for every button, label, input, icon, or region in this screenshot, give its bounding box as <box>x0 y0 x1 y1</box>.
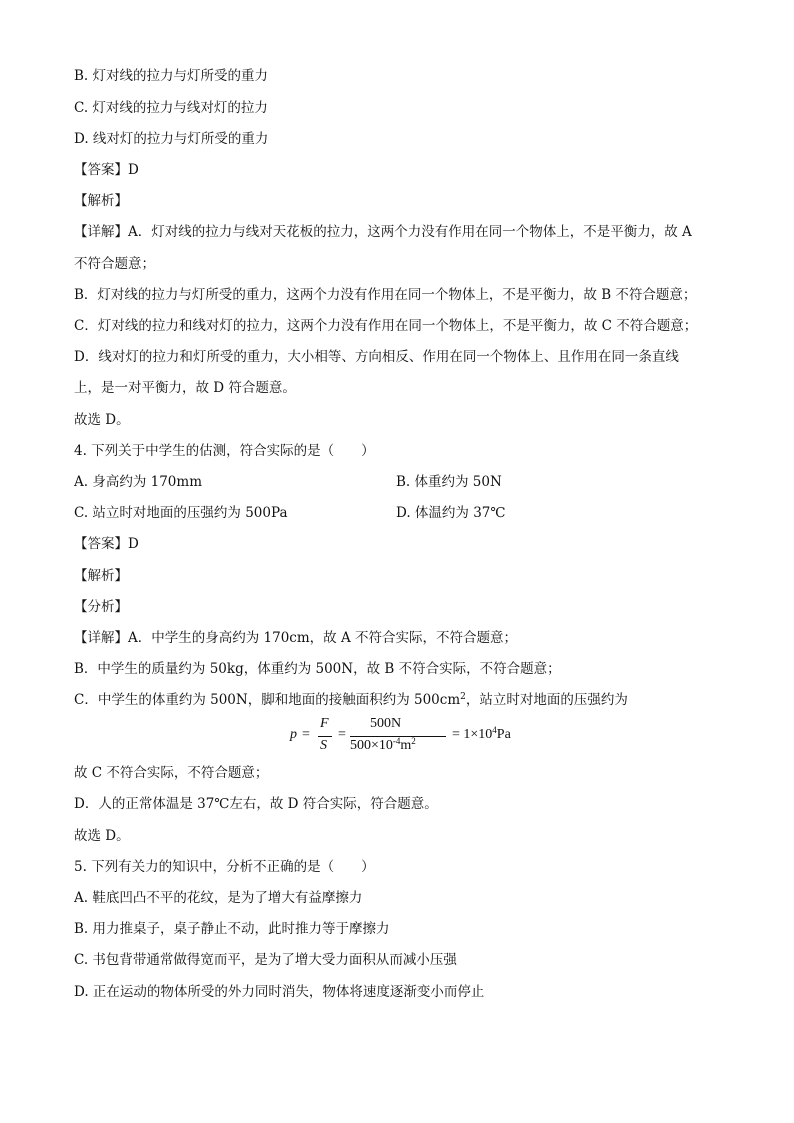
question-5-stem: 5. 下列有关力的知识中，分析不正确的是（ ） <box>74 859 375 875</box>
detail-line: 故 C 不符合实际，不符合题意； <box>74 765 269 781</box>
detail-line: 上，是一对平衡力，故 D 符合题意。 <box>74 380 296 396</box>
detail-line: 【详解】A．中学生的身高约为 170cm，故 A 不符合实际，不符合题意； <box>74 630 518 646</box>
answer-q4: 【答案】D <box>74 536 139 552</box>
conclusion-q4: 故选 D。 <box>74 828 130 844</box>
denominator-unit: m <box>400 738 412 753</box>
detail-line: B．中学生的质量约为 50kg，体重约为 500N，故 B 不符合实际，不符合题意； <box>74 661 561 677</box>
option-d-q3: D. 线对灯的拉力与灯所受的重力 <box>74 131 269 147</box>
superscript: 4 <box>492 725 497 735</box>
detail-line: D．人的正常体温是 37℃左右，故 D 符合实际，符合题意。 <box>74 796 438 812</box>
option-a-q5: A. 鞋底凹凸不平的花纹，是为了增大有益摩擦力 <box>74 890 363 906</box>
denominator-text: 500×10 <box>350 738 393 753</box>
formula-numerator: 500N <box>370 716 402 731</box>
answer-q3: 【答案】D <box>74 162 139 178</box>
question-4-stem: 4. 下列关于中学生的估测，符合实际的是（ ） <box>74 443 375 459</box>
conclusion-q3: 故选 D。 <box>74 412 130 428</box>
detail-line <box>74 691 628 709</box>
detail-line: B．灯对线的拉力与灯所受的重力，这两个力没有作用在同一个物体上，不是平衡力，故 B 不符合题意； <box>74 287 697 303</box>
option-a-q4: A. 身高约为 170mm <box>74 474 202 490</box>
formula-result <box>452 727 511 743</box>
fraction-bar <box>318 736 332 737</box>
option-c-q4: C. 站立时对地面的压强约为 500Pa <box>74 505 288 521</box>
superscript: 2 <box>411 736 416 746</box>
reasoning-heading-q4: 【分析】 <box>74 599 128 615</box>
detail-line: C．灯对线的拉力和线对灯的拉力，这两个力没有作用在同一个物体上，不是平衡力，故 C 不符合题意； <box>74 318 698 334</box>
result-unit: Pa <box>496 727 511 742</box>
formula-symbol-p: p <box>290 727 297 742</box>
formula-symbol-s: S <box>320 738 327 753</box>
analysis-heading-q4: 【解析】 <box>74 568 128 584</box>
analysis-heading-q3: 【解析】 <box>74 193 128 209</box>
option-b-q5: B. 用力推桌子，桌子静止不动，此时推力等于摩擦力 <box>74 921 390 937</box>
detail-line: 不符合题意； <box>74 256 155 272</box>
superscript: 2 <box>460 692 466 702</box>
detail-line: 【详解】A．灯对线的拉力与线对天花板的拉力，这两个力没有作用在同一个物体上，不是平衡力，故 A <box>74 224 692 240</box>
formula-equals: = <box>302 727 310 742</box>
formula-symbol-f: F <box>320 716 329 731</box>
option-d-q4: D. 体温约为 37℃ <box>396 505 506 521</box>
option-c-q3: C. 灯对线的拉力与线对灯的拉力 <box>74 100 268 116</box>
option-b-q3: B. 灯对线的拉力与灯所受的重力 <box>74 68 269 84</box>
result-text: = 1×10 <box>452 727 493 742</box>
superscript: -4 <box>392 736 401 746</box>
option-c-q5: C. 书包背带通常做得宽而平，是为了增大受力面积从而减小压强 <box>74 952 457 968</box>
option-d-q5: D. 正在运动的物体所受的外力同时消失，物体将速度逐渐变小而停止 <box>74 984 485 1000</box>
formula-denominator <box>350 738 416 754</box>
formula-equals: = <box>338 727 346 742</box>
detail-line: D．线对灯的拉力和灯所受的重力，大小相等、方向相反、作用在同一个物体上、且作用在同一条直线 <box>74 349 679 365</box>
detail-text: C．中学生的体重约为 500N，脚和地面的接触面积约为 500cm <box>74 692 461 708</box>
option-b-q4: B. 体重约为 50N <box>396 474 502 490</box>
detail-text: ，站立时对地面的压强约为 <box>465 692 628 708</box>
